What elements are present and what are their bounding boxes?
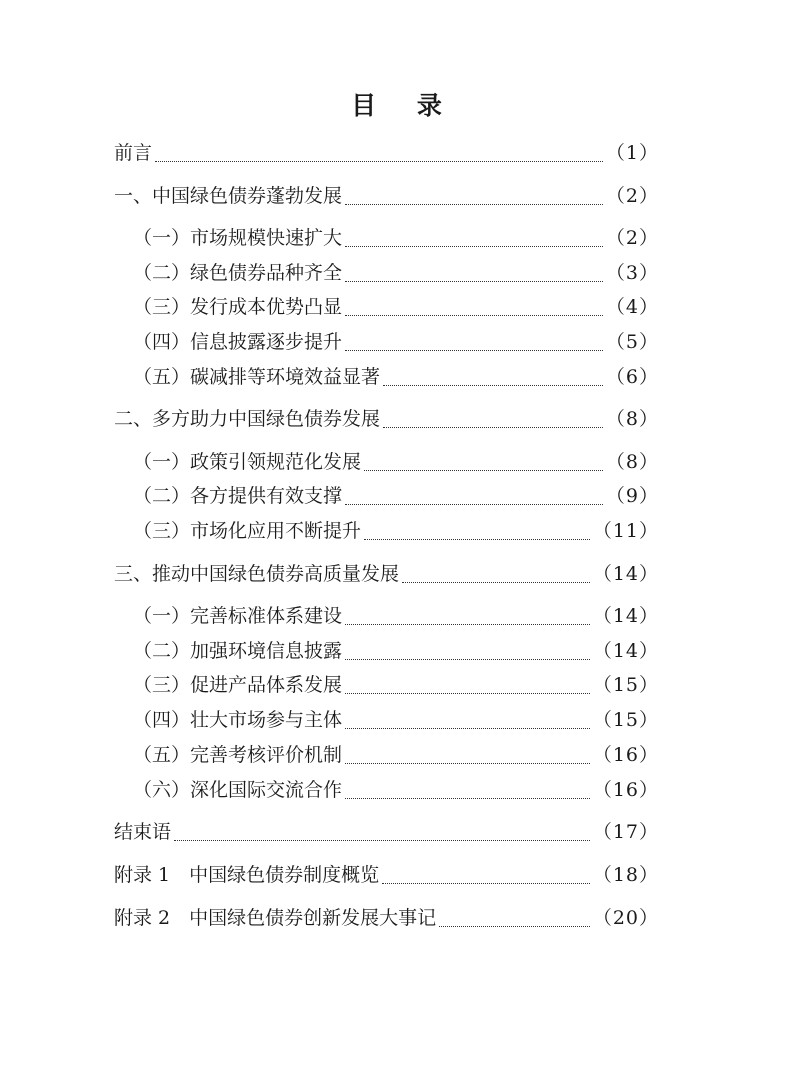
- toc-entry-page: （1）: [605, 142, 659, 164]
- toc-entry[interactable]: [133, 705, 659, 735]
- dot-leader: [345, 281, 603, 282]
- dot-leader: [345, 728, 590, 729]
- dot-leader: [345, 659, 590, 660]
- toc-entry-label: 附录 1 中国绿色债券制度概览: [114, 864, 380, 886]
- toc-entry-label: （三）促进产品体系发展: [133, 674, 343, 696]
- toc-entry-page: （15）: [592, 709, 659, 731]
- toc-entry[interactable]: [133, 775, 659, 805]
- toc-entry-page: （9）: [605, 485, 659, 507]
- toc-entry[interactable]: [114, 138, 659, 168]
- dot-leader: [345, 624, 590, 625]
- toc-entry[interactable]: [133, 223, 659, 253]
- toc-entry-page: （18）: [592, 864, 659, 886]
- toc-entry[interactable]: [114, 559, 659, 589]
- toc-entry-page: （14）: [592, 563, 659, 585]
- dot-leader: [345, 504, 603, 505]
- toc-entry-page: （11）: [592, 520, 659, 542]
- dot-leader: [174, 840, 590, 841]
- toc-entry[interactable]: [114, 181, 659, 211]
- toc-entry-label: （三）市场化应用不断提升: [133, 520, 362, 542]
- toc-entry-label: （五）完善考核评价机制: [133, 744, 343, 766]
- toc-entry-label: （一）完善标准体系建设: [133, 605, 343, 627]
- toc-entry-page: （16）: [592, 744, 659, 766]
- dot-leader: [155, 161, 603, 162]
- toc-entry-page: （5）: [605, 331, 659, 353]
- dot-leader: [402, 582, 590, 583]
- toc-entry-page: （16）: [592, 779, 659, 801]
- toc-entry[interactable]: [133, 601, 659, 631]
- toc-entry-page: （14）: [592, 605, 659, 627]
- toc-entry-label: （二）加强环境信息披露: [133, 640, 343, 662]
- toc-entry[interactable]: [133, 636, 659, 666]
- toc-entry-label: 一、中国绿色债券蓬勃发展: [114, 185, 343, 207]
- toc-entry[interactable]: [133, 481, 659, 511]
- toc-entry[interactable]: [114, 903, 659, 933]
- toc-entry-label: （六）深化国际交流合作: [133, 779, 343, 801]
- toc-entry[interactable]: [133, 516, 659, 546]
- toc-entry-page: （20）: [592, 907, 659, 929]
- toc-entry-label: （四）壮大市场参与主体: [133, 709, 343, 731]
- toc-entry-label: （三）发行成本优势凸显: [133, 296, 343, 318]
- toc-entry-page: （14）: [592, 640, 659, 662]
- dot-leader: [364, 470, 603, 471]
- dot-leader: [345, 204, 603, 205]
- dot-leader: [345, 350, 603, 351]
- dot-leader: [345, 798, 590, 799]
- toc-entry[interactable]: [114, 817, 659, 847]
- dot-leader: [345, 693, 590, 694]
- toc-entry-label: 结束语: [114, 821, 172, 843]
- toc-entry-label: 前言: [114, 142, 153, 164]
- toc-entry-label: （二）绿色债券品种齐全: [133, 262, 343, 284]
- toc-entry-page: （8）: [605, 408, 659, 430]
- dot-leader: [345, 763, 590, 764]
- toc-entry-label: 三、推动中国绿色债券高质量发展: [114, 563, 400, 585]
- toc-entry-label: （二）各方提供有效支撑: [133, 485, 343, 507]
- toc-entry[interactable]: [133, 740, 659, 770]
- dot-leader: [345, 315, 603, 316]
- toc-entry-label: （四）信息披露逐步提升: [133, 331, 343, 353]
- toc-entry[interactable]: [133, 327, 659, 357]
- toc-entry-page: （6）: [605, 366, 659, 388]
- dot-leader: [439, 926, 590, 927]
- toc-entry-page: （3）: [605, 262, 659, 284]
- toc-entry-label: 附录 2 中国绿色债券创新发展大事记: [114, 907, 437, 929]
- page-title: 目 录: [351, 91, 458, 120]
- toc-entry[interactable]: [114, 860, 659, 890]
- toc-entry-page: （4）: [605, 296, 659, 318]
- toc-entry-label: （一）政策引领规范化发展: [133, 451, 362, 473]
- toc-entry[interactable]: [133, 447, 659, 477]
- toc-entry[interactable]: [133, 292, 659, 322]
- toc-entry[interactable]: [114, 404, 659, 434]
- toc-entry-page: （8）: [605, 451, 659, 473]
- toc-entry-page: （15）: [592, 674, 659, 696]
- toc-entry[interactable]: [133, 362, 659, 392]
- dot-leader: [383, 427, 603, 428]
- toc-entry-page: （2）: [605, 185, 659, 207]
- dot-leader: [383, 385, 603, 386]
- dot-leader: [364, 539, 590, 540]
- dot-leader: [382, 883, 590, 884]
- toc-entry[interactable]: [133, 258, 659, 288]
- toc-entry-label: （五）碳减排等环境效益显著: [133, 366, 381, 388]
- toc-entry[interactable]: [133, 670, 659, 700]
- toc-entry-label: （一）市场规模快速扩大: [133, 227, 343, 249]
- toc-entry-page: （2）: [605, 227, 659, 249]
- toc-entry-label: 二、多方助力中国绿色债券发展: [114, 408, 381, 430]
- dot-leader: [345, 246, 603, 247]
- toc-entry-page: （17）: [592, 821, 659, 843]
